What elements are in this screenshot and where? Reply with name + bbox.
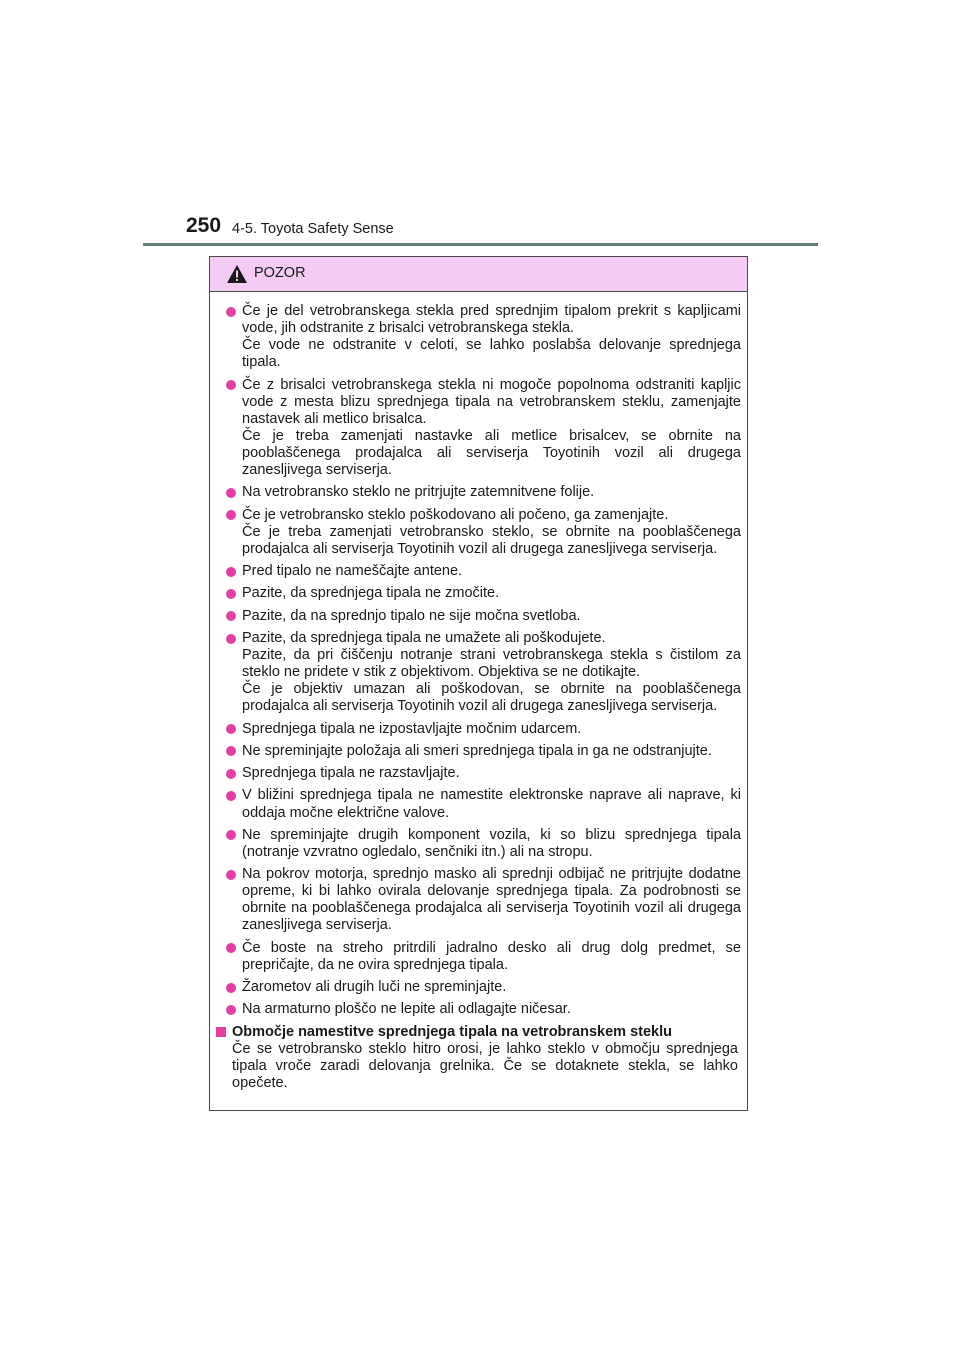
warning-item-text: V bližini sprednjega tipala ne namestite elektronske naprave ali naprave, ki oddaja močne električne valove. [242, 787, 741, 821]
warning-item [215, 721, 741, 738]
warning-item-text: Na vetrobransko steklo ne pritrjujte zatemnitvene folije. [242, 484, 595, 501]
warning-item-text: Pazite, da pri čiščenju notranje strani vetrobranskega stekla s čistilom za steklo ne pridete v stik z objektivom. Objektiva se ne dotikajte. [242, 647, 741, 681]
warning-item-text: Pazite, da sprednjega tipala ne zmočite. [242, 585, 500, 602]
warning-item [215, 743, 741, 760]
warning-item-text: Če je vetrobransko steklo poškodovano ali počeno, ga zamenjajte. [242, 506, 669, 523]
header-rule [143, 243, 818, 246]
bullet-icon [226, 769, 236, 779]
bullet-icon [226, 983, 236, 993]
warning-item-text: Pred tipalo ne nameščajte antene. [242, 563, 463, 580]
warning-item-text: Žarometov ali drugih luči ne spreminjajte. [242, 979, 507, 996]
subsection [215, 1024, 741, 1092]
page-number: 250 [186, 214, 222, 237]
warning-item [215, 585, 741, 602]
warning-item [215, 608, 741, 625]
bullet-icon [226, 830, 236, 840]
warning-item [215, 563, 741, 580]
warning-item-text: Če z brisalci vetrobranskega stekla ni mogoče popolnoma odstraniti kapljic vode z mesta blizu sprednjega tipala na vetrobranskem steklu, zamenjajte nastavek ali metlico brisalca. [242, 376, 741, 427]
warning-item-text: Če boste na streho pritrdili jadralno desko ali drug dolg predmet, se prepričajte, da ne ovira sprednjega tipala. [242, 939, 741, 973]
bullet-icon [226, 488, 236, 498]
warning-item-text: Ne spreminjajte položaja ali smeri sprednjega tipala in ga ne odstranjujte. [242, 742, 712, 759]
square-bullet-icon [216, 1027, 226, 1037]
warning-content [210, 292, 747, 1092]
warning-item-text: Če je objektiv umazan ali poškodovan, se obrnite na pooblaščenega prodajalca ali serviserja Toyotinih vozil ali drugega zanesljivega serviserja. [242, 681, 741, 715]
subsection-text: Če se vetrobransko steklo hitro orosi, je lahko steklo v območju sprednjega tipala vroče zaradi delovanja grelnika. Če se dotaknete stekla, se lahko opečete. [232, 1040, 738, 1091]
bullet-icon [226, 634, 236, 644]
warning-item [215, 827, 741, 861]
bullet-icon [226, 943, 236, 953]
bullet-icon [226, 870, 236, 880]
subsection-heading: Območje namestitve sprednjega tipala na vetrobranskem steklu [232, 1023, 672, 1040]
warning-item [215, 377, 741, 480]
section-title: 4-5. Toyota Safety Sense [232, 221, 394, 237]
warning-item [215, 484, 741, 501]
warning-item [215, 507, 741, 558]
warning-item [215, 866, 741, 934]
warning-item-text: Če je treba zamenjati vetrobransko steklo, se obrnite na pooblaščenega prodajalca ali serviserja Toyotinih vozil ali drugega zanesljivega serviserja. [242, 523, 741, 557]
warning-item-text: Ne spreminjajte drugih komponent vozila, ki so blizu sprednjega tipala (notranje vzvratno ogledalo, senčniki itn.) ali na stropu. [242, 826, 741, 860]
bullet-icon [226, 510, 236, 520]
bullet-icon [226, 791, 236, 801]
bullet-icon [226, 746, 236, 756]
warning-item-text: Pazite, da na sprednjo tipalo ne sije močna svetloba. [242, 607, 581, 624]
warning-item-text: Sprednjega tipala ne izpostavljajte močnim udarcem. [242, 720, 582, 737]
warning-item-text: Če vode ne odstranite v celoti, se lahko poslabša delovanje sprednjega tipala. [242, 337, 741, 371]
warning-box [209, 256, 748, 1111]
warning-item-text: Sprednjega tipala ne razstavljajte. [242, 765, 460, 782]
bullet-icon [226, 611, 236, 621]
warning-label: POZOR [254, 265, 306, 281]
warning-item-text: Če je del vetrobranskega stekla pred sprednjim tipalom prekrit s kapljicami vode, jih odstranite z brisalci vetrobranskega stekla. [242, 303, 741, 337]
bullet-icon [226, 589, 236, 599]
warning-item [215, 303, 741, 371]
warning-item [215, 787, 741, 821]
warning-item [215, 940, 741, 974]
warning-item-text: Pazite, da sprednjega tipala ne umažete ali poškodujete. [242, 629, 606, 646]
warning-item [215, 1001, 741, 1018]
bullet-icon [226, 380, 236, 390]
warning-item [215, 979, 741, 996]
bullet-icon [226, 567, 236, 577]
warning-header [210, 257, 747, 292]
warning-item [215, 630, 741, 715]
warning-item [215, 765, 741, 782]
bullet-icon [226, 724, 236, 734]
bullet-icon [226, 307, 236, 317]
warning-item-text: Na pokrov motorja, sprednjo masko ali sprednji odbijač ne pritrjujte dodatne opreme, ki bi lahko ovirala delovanje sprednjega tipala. Za podrobnosti se obrnite na pooblaščenega prodajalca ali serviserja Toyotinih vozil ali drugega zanesljivega serviserja. [242, 866, 741, 934]
warning-item-text: Na armaturno ploščo ne lepite ali odlagajte ničesar. [242, 1001, 571, 1018]
warning-triangle-icon [226, 264, 248, 284]
bullet-icon [226, 1005, 236, 1015]
warning-item-text: Če je treba zamenjati nastavke ali metlice brisalcev, se obrnite na pooblaščenega prodajalca ali serviserja Toyotinih vozil ali drugega zanesljivega serviserja. [242, 427, 741, 479]
